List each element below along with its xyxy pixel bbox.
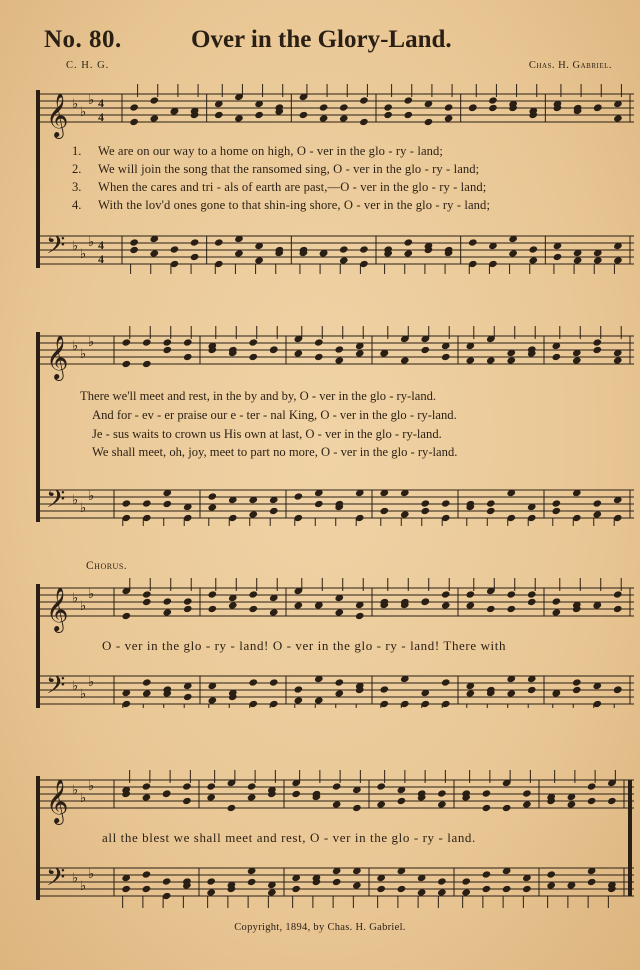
svg-text:♭: ♭ xyxy=(88,778,95,793)
svg-text:♭: ♭ xyxy=(88,334,95,349)
svg-text:♭: ♭ xyxy=(80,878,87,893)
music-system-2 xyxy=(34,326,636,526)
svg-text:♭: ♭ xyxy=(72,96,79,111)
system-brace xyxy=(36,90,40,268)
hymn-number: No. 80. xyxy=(44,26,122,53)
svg-text:♭: ♭ xyxy=(88,674,95,689)
verse-1-line-2: There we'll meet and rest, in the by and by, O - ver in the glo - ry-land. xyxy=(80,389,437,403)
bass-clef-icon: 𝄢 xyxy=(46,864,66,897)
copyright-notice: Copyright, 1894, by Chas. H. Gabriel. xyxy=(234,922,406,933)
svg-text:4: 4 xyxy=(98,110,104,124)
svg-text:♭: ♭ xyxy=(72,678,79,693)
treble-clef-icon: 𝄞 xyxy=(46,589,69,631)
key-signature-icon xyxy=(72,334,94,515)
verse-2-line-2: And for - ev - er praise our e - ter - nal King, O - ver in the glo - ry-land. xyxy=(92,408,457,422)
lyricist-credit: C. H. G. xyxy=(66,60,110,71)
svg-text:♭: ♭ xyxy=(72,492,79,507)
svg-text:♭: ♭ xyxy=(80,790,87,805)
final-barline xyxy=(628,780,632,896)
composer-credit: Chas. H. Gabriel. xyxy=(528,60,612,71)
svg-text:♭: ♭ xyxy=(88,92,95,107)
verse-4-line-2: We shall meet, oh, joy, meet to part no more, O - ver in the glo - ry-land. xyxy=(92,445,458,459)
svg-text:♭: ♭ xyxy=(72,238,79,253)
bass-clef-icon: 𝄢 xyxy=(46,232,66,265)
verse-3-line-2: Je - sus waits to crown us His own at last, O - ver in the glo - ry-land. xyxy=(92,427,442,441)
svg-text:♭: ♭ xyxy=(80,104,87,119)
bass-clef-icon: 𝄢 xyxy=(46,486,66,519)
svg-text:♭: ♭ xyxy=(88,586,95,601)
svg-text:♭: ♭ xyxy=(88,488,95,503)
svg-text:♭: ♭ xyxy=(72,870,79,885)
hymn-header xyxy=(44,26,620,56)
svg-text:♭: ♭ xyxy=(88,866,95,881)
treble-clef-icon: 𝄞 xyxy=(46,337,69,379)
key-signature-icon xyxy=(72,778,94,893)
svg-text:♭: ♭ xyxy=(72,590,79,605)
hymn-page: No. 80. Over in the Glory-Land. C. H. G. Chas. H. Gabriel. 𝄞 𝄢 ♭ ♭ ♭ ♭ ♭ ♭ 4 4 4 4 1. We are on our way to a home on high, O - ver in the glo - ry - land; 2. We will join the song that the ransomed sing, O - ver in the glo - ry - land; 3. When the cares and tri - als of earth are past,—O - ver in the glo - ry - land; 4. With the lov'd ones gone to that shin-ing shore, O - ver in the glo - ry - land; 𝄞 𝄢 ♭ ♭ ♭ ♭ ♭ ♭ There we'll meet and rest, in the by and by, O - ver in the glo - ry-land. And for - ev - er praise our e - ter - nal King, O - ver in the glo - ry-land. Je - sus waits to crown us His own at last, O - ver in the glo - ry-land. We shall meet, oh, joy, meet to part no more, O - ver in the glo - ry-land. Chorus. 𝄞 𝄢 ♭ ♭ ♭ ♭ ♭ ♭ O - ver in the glo - ry - land! O - ver in the glo - ry - land! There with 𝄞 𝄢 ♭ ♭ ♭ ♭ ♭ ♭ all the blest we shall meet and rest, O - ver in the glo - ry - land. Copyright, 1894, by Chas. H. Gabriel. xyxy=(0,0,640,970)
hymn-title: Over in the Glory-Land. xyxy=(191,26,452,53)
bass-clef-icon: 𝄢 xyxy=(46,672,66,705)
svg-text:♭: ♭ xyxy=(72,782,79,797)
svg-text:4: 4 xyxy=(98,96,104,110)
treble-clef-icon: 𝄞 xyxy=(46,95,69,137)
svg-text:♭: ♭ xyxy=(88,234,95,249)
music-system-1 xyxy=(34,84,636,274)
svg-text:♭: ♭ xyxy=(80,686,87,701)
svg-text:4: 4 xyxy=(98,238,104,252)
svg-text:♭: ♭ xyxy=(72,338,79,353)
treble-clef-icon: 𝄞 xyxy=(46,781,69,823)
key-signature-icon xyxy=(72,586,94,701)
svg-text:♭: ♭ xyxy=(80,246,87,261)
svg-text:♭: ♭ xyxy=(80,598,87,613)
svg-text:♭: ♭ xyxy=(80,346,87,361)
chorus-label: Chorus. xyxy=(86,560,128,572)
chorus-line-1: O - ver in the glo - ry - land! O - ver in the glo - ry - land! There with xyxy=(102,638,507,653)
chorus-line-2: all the blest we shall meet and rest, O - ver in the glo - ry - land. xyxy=(102,830,476,845)
svg-text:4: 4 xyxy=(98,252,104,266)
svg-text:♭: ♭ xyxy=(80,500,87,515)
